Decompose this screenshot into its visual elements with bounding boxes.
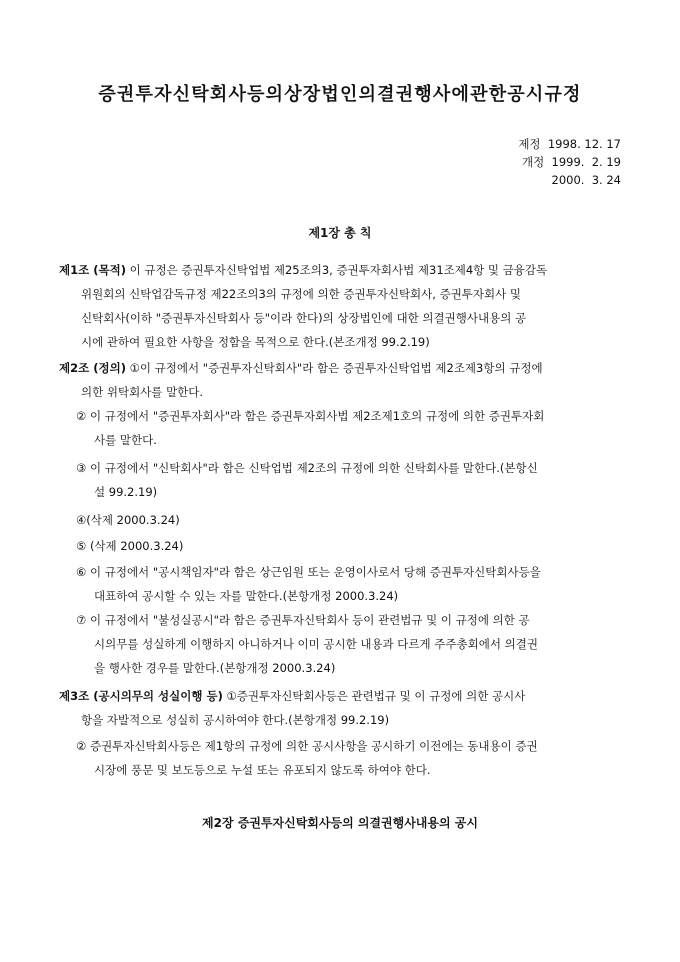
article-2-paragraph-7 — [76, 608, 622, 680]
document-title: 증권투자신탁회사등의상장법인의결권행사에관한공시규정 — [98, 84, 582, 105]
article-3-p2-line-2: 시장에 풍문 및 보도등으로 누설 또는 유포되지 않도록 하여야 한다. — [94, 763, 431, 777]
revision-dates — [518, 135, 621, 189]
article-2-p7-line-1: ⑦ 이 규정에서 "불성실공시"라 함은 증권투자신탁회사 등이 관련법규 및 이 규정에 의한 공 — [76, 613, 530, 627]
article-3-line-2: 항을 자발적으로 성실히 공시하여야 한다.(본항개정 99.2.19) — [81, 713, 390, 727]
article-2-paragraph-5: ⑤ (삭제 2000.3.24) — [76, 539, 184, 553]
article-2-line-1: ①이 규정에서 "증권투자신탁회사"라 함은 증권투자신탁업법 제2조제3항의 규정에 — [125, 361, 543, 375]
article-2-p2-line-1: ② 이 규정에서 "증권투자회사"라 함은 증권투자회사법 제2조제1호의 규정에 의한 증권투자회 — [76, 409, 545, 423]
article-2-line-2: 의한 위탁회사를 말한다. — [81, 385, 204, 399]
article-2-p6-line-1: ⑥ 이 규정에서 "공시책임자"라 함은 상근임원 또는 운영이사로서 당해 증권투자신탁회사등을 — [76, 565, 541, 579]
article-1-line-4: 시에 관하여 필요한 사항을 정함을 목적으로 한다.(본조개정 99.2.19) — [81, 335, 430, 349]
article-1-line-3: 신탁회사(이하 "증권투자신탁회사 등"이라 한다)의 상장법인에 대한 의결권행사내용의 공 — [81, 311, 527, 325]
article-2-p7-line-2: 시의무를 성실하게 이행하지 아니하거나 이미 공시한 내용과 다르게 주주총회에서 의결권 — [94, 637, 538, 651]
article-1-line-2: 위원회의 신탁업감독규정 제22조의3의 규정에 의한 증권투자신탁회사, 증권투자회사 및 — [81, 287, 522, 301]
article-2-p2-line-2: 사를 말한다. — [94, 433, 157, 447]
article-3-p2-line-1: ② 증권투자신탁회사등은 제1항의 규정에 의한 공시사항을 공시하기 이전에는 동내용이 증권 — [76, 739, 538, 753]
article-3-heading: 제3조 (공시의무의 성실이행 등) — [59, 689, 223, 703]
article-3 — [59, 684, 622, 732]
article-2-p7-line-3: 을 행사한 경우를 말한다.(본항개정 2000.3.24) — [94, 661, 336, 675]
article-2-paragraph-2 — [76, 404, 622, 452]
article-2 — [59, 356, 622, 404]
article-2-p6-line-2: 대표하여 공시할 수 있는 자를 말한다.(본항개정 2000.3.24) — [94, 589, 399, 603]
article-1 — [59, 258, 622, 354]
chapter-1-heading: 제1장 총 칙 — [308, 226, 372, 240]
date-revised-2: 2000. 3. 24 — [551, 173, 621, 187]
article-2-paragraph-4: ④(삭제 2000.3.24) — [76, 513, 180, 527]
article-1-heading: 제1조 (목적) — [59, 263, 126, 277]
date-enacted: 제정 1998. 12. 17 — [518, 137, 621, 151]
article-2-heading: 제2조 (정의) — [59, 361, 126, 375]
date-revised-1: 개정 1999. 2. 19 — [521, 155, 621, 169]
article-3-paragraph-2 — [76, 734, 622, 782]
chapter-2-heading: 제2장 증권투자신탁회사등의 의결권행사내용의 공시 — [202, 816, 478, 830]
article-2-p3-line-2: 설 99.2.19) — [94, 485, 158, 499]
article-2-p3-line-1: ③ 이 규정에서 "신탁회사"라 함은 신탁업법 제2조의 규정에 의한 신탁회사를 말한다.(본항신 — [76, 461, 538, 475]
article-1-line-1: 이 규정은 증권투자신탁업법 제25조의3, 증권투자회사법 제31조제4항 및 금융감독 — [125, 263, 548, 277]
article-2-paragraph-6 — [76, 560, 622, 608]
article-2-paragraph-3 — [76, 456, 622, 504]
article-3-line-1: ①증권투자신탁회사등은 관련법규 및 이 규정에 의한 공시사 — [222, 689, 526, 703]
